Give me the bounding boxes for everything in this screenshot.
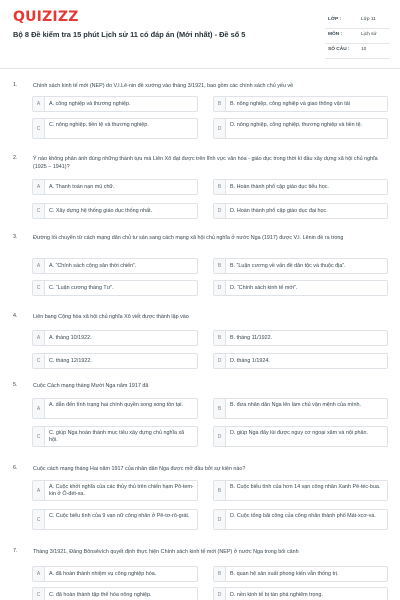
- option-b[interactable]: [213, 330, 388, 346]
- question-number: 3.: [13, 234, 18, 240]
- option-letter: A: [33, 567, 45, 581]
- option-a[interactable]: [32, 179, 198, 195]
- option-c[interactable]: [32, 426, 198, 447]
- option-letter: B: [214, 97, 226, 111]
- option-b[interactable]: [213, 96, 388, 112]
- option-letter: D: [214, 281, 226, 295]
- question-text: Cuộc Cách mạng tháng Mười Nga năm 1917 đã: [33, 383, 149, 389]
- option-text: A. công nghiệp và thương nghiệp.: [49, 101, 131, 107]
- option-a[interactable]: [32, 398, 198, 419]
- meta-key: SỐ CÂU :: [328, 47, 350, 52]
- question-number: 6.: [13, 465, 18, 471]
- option-a[interactable]: [32, 566, 198, 582]
- option-letter: B: [214, 331, 226, 345]
- question-text: Liên bang Cộng hòa xã hội chủ nghĩa Xô viết được thành lập vào: [33, 314, 189, 320]
- option-b[interactable]: [213, 258, 388, 274]
- option-d[interactable]: [213, 509, 388, 530]
- option-letter: A: [33, 97, 45, 111]
- option-text: D. tháng 1/1924.: [230, 358, 270, 364]
- option-text: A. tháng 10/1922.: [49, 335, 92, 341]
- option-text: A. “Chính sách cộng sản thời chiến”.: [49, 263, 137, 269]
- option-letter: B: [214, 481, 226, 500]
- option-b[interactable]: [213, 179, 388, 195]
- option-letter: A: [33, 481, 45, 500]
- page-header: [0, 0, 400, 68]
- option-text: D. Cuộc tổng bãi công của công nhân thành phố Mát-xcơ-va.: [230, 513, 376, 519]
- quizizz-logo[interactable]: QUIZIZZ: [13, 9, 79, 25]
- meta-key: MÔN :: [328, 32, 343, 37]
- option-text: B. Hoàn thành phổ cập giáo dục tiểu học.: [230, 184, 329, 190]
- option-letter: C: [33, 281, 45, 295]
- meta-box: [325, 14, 390, 59]
- option-letter: A: [33, 399, 45, 418]
- question-number: 7.: [13, 548, 18, 554]
- question-number: 1.: [13, 82, 18, 88]
- option-text: A. dẫn đến tình trạng hai chính quyền song song tồn tại.: [49, 402, 183, 408]
- option-c[interactable]: [32, 280, 198, 296]
- question-text: Tháng 3/1921, Đảng Bônsêvích quyết định thực hiện Chính sách kinh tế mới (NEP) ở nước Nga trong bối cảnh: [33, 549, 299, 555]
- option-c[interactable]: [32, 353, 198, 369]
- question-text: Chính sách kinh tế mới (NEP) do V.I.Lê-nin đề xướng vào tháng 3/1921, bao gồm các chính sách chủ yếu về: [33, 83, 294, 89]
- option-letter: C: [33, 119, 45, 138]
- meta-row-count: [325, 44, 390, 59]
- option-text: A. đã hoàn thành nhiệm vụ công nghiệp hóa.: [49, 571, 157, 577]
- question-number: 4.: [13, 313, 18, 319]
- option-c[interactable]: [32, 587, 198, 600]
- meta-value: Lớp 11: [361, 17, 376, 22]
- option-letter: D: [214, 119, 226, 138]
- option-text: B. quan hệ sản xuất phong kiến vẫn thống trị.: [230, 571, 339, 577]
- option-letter: C: [33, 204, 45, 218]
- meta-key: LỚP :: [328, 17, 342, 22]
- option-letter: A: [33, 331, 45, 345]
- meta-row-class: [325, 14, 390, 29]
- option-b[interactable]: [213, 480, 388, 501]
- option-text: A. Thanh toán nạn mù chữ.: [49, 184, 115, 190]
- option-d[interactable]: [213, 353, 388, 369]
- option-text: B. nông nghiệp, công nghiệp và giao thông vận tải: [230, 101, 350, 107]
- option-text: D. nền kinh tế bị tàn phá nghiêm trọng.: [230, 592, 323, 598]
- meta-row-subject: [325, 29, 390, 44]
- option-letter: B: [214, 259, 226, 273]
- question-text: Cuộc cách mạng tháng Hai năm 1917 của nhân dân Nga được mở đầu bởi sự kiện nào?: [33, 466, 246, 472]
- option-d[interactable]: [213, 280, 388, 296]
- option-text: B. Cuộc biểu tình của hơn 14 vạn công nhân Xanh Pê-téc-bua.: [230, 484, 381, 490]
- option-letter: C: [33, 354, 45, 368]
- option-text: D. giúp Nga đẩy lùi được nguy cơ ngoại xâm và nội phản.: [230, 430, 369, 436]
- option-d[interactable]: [213, 203, 388, 219]
- option-d[interactable]: [213, 587, 388, 600]
- option-a[interactable]: [32, 480, 198, 501]
- option-letter: C: [33, 510, 45, 529]
- option-letter: D: [214, 204, 226, 218]
- option-letter: B: [214, 399, 226, 418]
- meta-value: Lịch sử: [361, 32, 377, 37]
- option-letter: D: [214, 354, 226, 368]
- option-text: D. nông nghiệp, công nghiệp, thương nghiệp và tiền tệ.: [230, 122, 363, 128]
- option-c[interactable]: [32, 509, 198, 530]
- option-letter: D: [214, 427, 226, 446]
- option-letter: B: [214, 567, 226, 581]
- option-a[interactable]: [32, 330, 198, 346]
- option-text: B. “Luận cương về vấn đề dân tộc và thuộc địa”.: [230, 263, 346, 269]
- option-text: C. nông nghiệp, tiền tệ và thương nghiệp.: [49, 122, 149, 128]
- option-letter: D: [214, 510, 226, 529]
- question-number: 5.: [13, 382, 18, 388]
- option-c[interactable]: [32, 118, 198, 139]
- option-letter: C: [33, 427, 45, 446]
- option-text: C. Xây dựng hệ thống giáo dục thống nhất.: [49, 208, 153, 214]
- option-d[interactable]: [213, 426, 388, 447]
- option-text: C. tháng 12/1922.: [49, 358, 92, 364]
- meta-value: 10: [361, 47, 367, 52]
- header-divider: [0, 68, 400, 69]
- option-letter: C: [33, 588, 45, 600]
- option-letter: D: [214, 588, 226, 600]
- page-title: Bộ 8 Đề kiểm tra 15 phút Lịch sử 11 có đáp án (Mới nhất) - Đề số 5: [13, 30, 246, 39]
- option-text: C. đã hoàn thành tập thể hóa nông nghiệp.: [49, 592, 152, 598]
- option-text: C. giúp Nga hoàn thành mục tiêu xây dựng chủ nghĩa xã hội.: [49, 430, 185, 443]
- option-d[interactable]: [213, 118, 388, 139]
- option-text: C. “Luận cương tháng Tư”.: [49, 285, 114, 291]
- option-a[interactable]: [32, 96, 198, 112]
- option-letter: A: [33, 259, 45, 273]
- option-text: B. đưa nhân dân Nga lên làm chủ vận mệnh của mình.: [230, 402, 361, 408]
- option-text: B. tháng 11/1922.: [230, 335, 273, 341]
- question-number: 2.: [13, 155, 18, 161]
- option-text: C. Cuộc biểu tình của 9 vạn nữ công nhân ở Pê-tơ-rô-grát.: [49, 513, 190, 519]
- option-letter: A: [33, 180, 45, 194]
- option-text: D. “Chính sách kinh tế mới”.: [230, 285, 298, 291]
- option-a[interactable]: [32, 258, 198, 274]
- option-c[interactable]: [32, 203, 198, 219]
- question-text: Đường lối chuyển từ cách mạng dân chủ tư sản sang cách mạng xã hội chủ nghĩa ở nước Nga (1917) được V.I. Lênin đề ra trong: [33, 235, 344, 241]
- question-text: Ý nào không phản ánh đúng những thành tựu mà Liên Xô đạt được trên lĩnh vực văn hóa - giáo dục trong thời kì đầu xây dựng xã hội chủ nghĩa (1925 – 1941)?: [33, 156, 378, 170]
- option-text: A. Cuộc khởi nghĩa của các thủy thủ trên chiến hạm Pô-tem-kin ở Ô-đét-xa.: [49, 484, 194, 497]
- option-text: D. Hoàn thành phổ cập giáo dục đại học.: [230, 208, 328, 214]
- option-b[interactable]: [213, 398, 388, 419]
- option-letter: B: [214, 180, 226, 194]
- option-b[interactable]: [213, 566, 388, 582]
